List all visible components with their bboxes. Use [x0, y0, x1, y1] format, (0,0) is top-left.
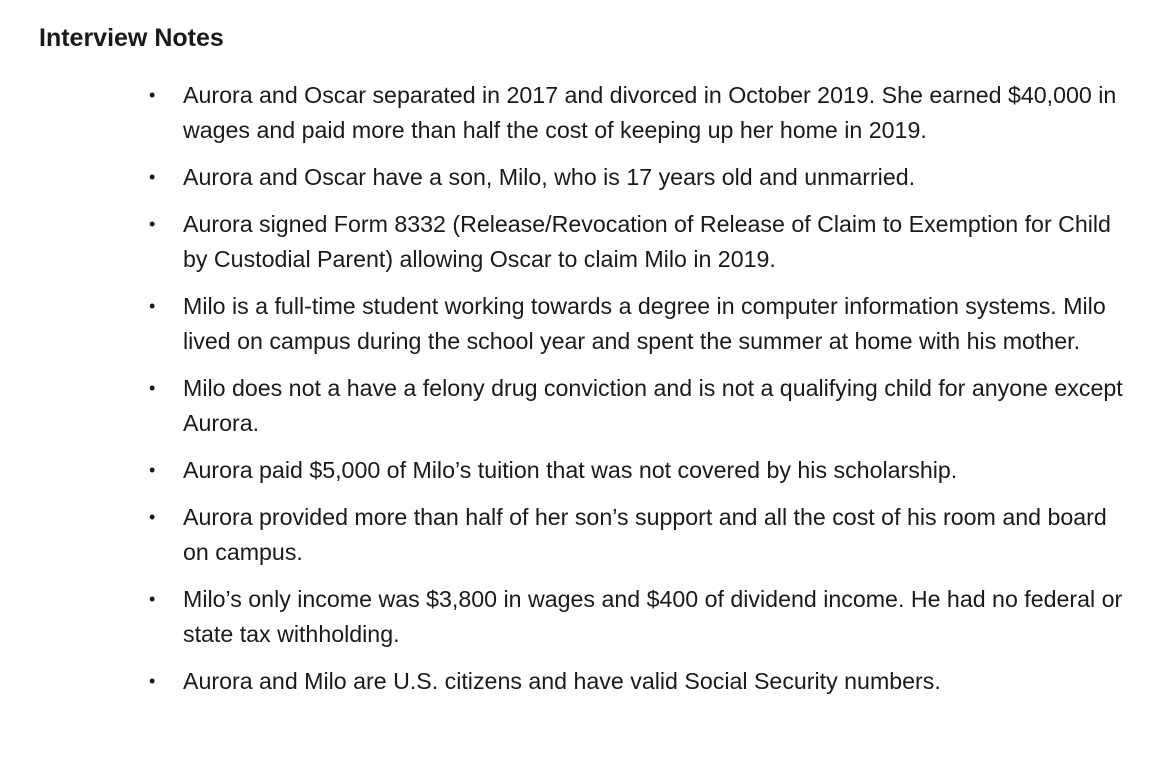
note-text: Aurora signed Form 8332 (Release/Revocation of Release of Claim to Exemption for Child by Custodial Parent) allowing Oscar to claim Milo in 2019. — [183, 211, 1111, 272]
bullet-icon: • — [149, 671, 156, 691]
bullet-icon: • — [149, 214, 156, 234]
note-text: Aurora and Oscar have a son, Milo, who is 17 years old and unmarried. — [183, 164, 916, 190]
bullet-icon: • — [149, 589, 156, 609]
note-text: Aurora and Oscar separated in 2017 and divorced in October 2019. She earned $40,000 in wages and paid more than half the cost of keeping up her home in 2019. — [183, 82, 1117, 143]
note-text: Aurora provided more than half of her son’s support and all the cost of his room and board on campus. — [183, 504, 1107, 565]
list-item — [0, 289, 1164, 359]
note-text: Milo is a full-time student working towards a degree in computer information systems. Milo lived on campus during the school year and spent the summer at home with his mother. — [183, 293, 1106, 354]
interview-notes-list — [0, 78, 1164, 711]
bullet-icon: • — [149, 378, 156, 398]
list-item — [0, 582, 1164, 652]
note-text: Aurora paid $5,000 of Milo’s tuition that was not covered by his scholarship. — [183, 457, 958, 483]
list-item — [0, 500, 1164, 570]
bullet-icon: • — [149, 460, 156, 480]
list-item — [0, 78, 1164, 148]
bullet-icon: • — [149, 85, 156, 105]
bullet-icon: • — [149, 167, 156, 187]
note-text: Milo’s only income was $3,800 in wages and $400 of dividend income. He had no federal or state tax withholding. — [183, 586, 1123, 647]
list-item — [0, 207, 1164, 277]
bullet-icon: • — [149, 296, 156, 316]
bullet-icon: • — [149, 507, 156, 527]
note-text: Aurora and Milo are U.S. citizens and have valid Social Security numbers. — [183, 668, 941, 694]
list-item — [0, 371, 1164, 441]
list-item — [0, 160, 1164, 195]
list-item — [0, 453, 1164, 488]
note-text: Milo does not a have a felony drug conviction and is not a qualifying child for anyone except Aurora. — [183, 375, 1123, 436]
page-title: Interview Notes — [39, 24, 224, 52]
list-item — [0, 664, 1164, 699]
